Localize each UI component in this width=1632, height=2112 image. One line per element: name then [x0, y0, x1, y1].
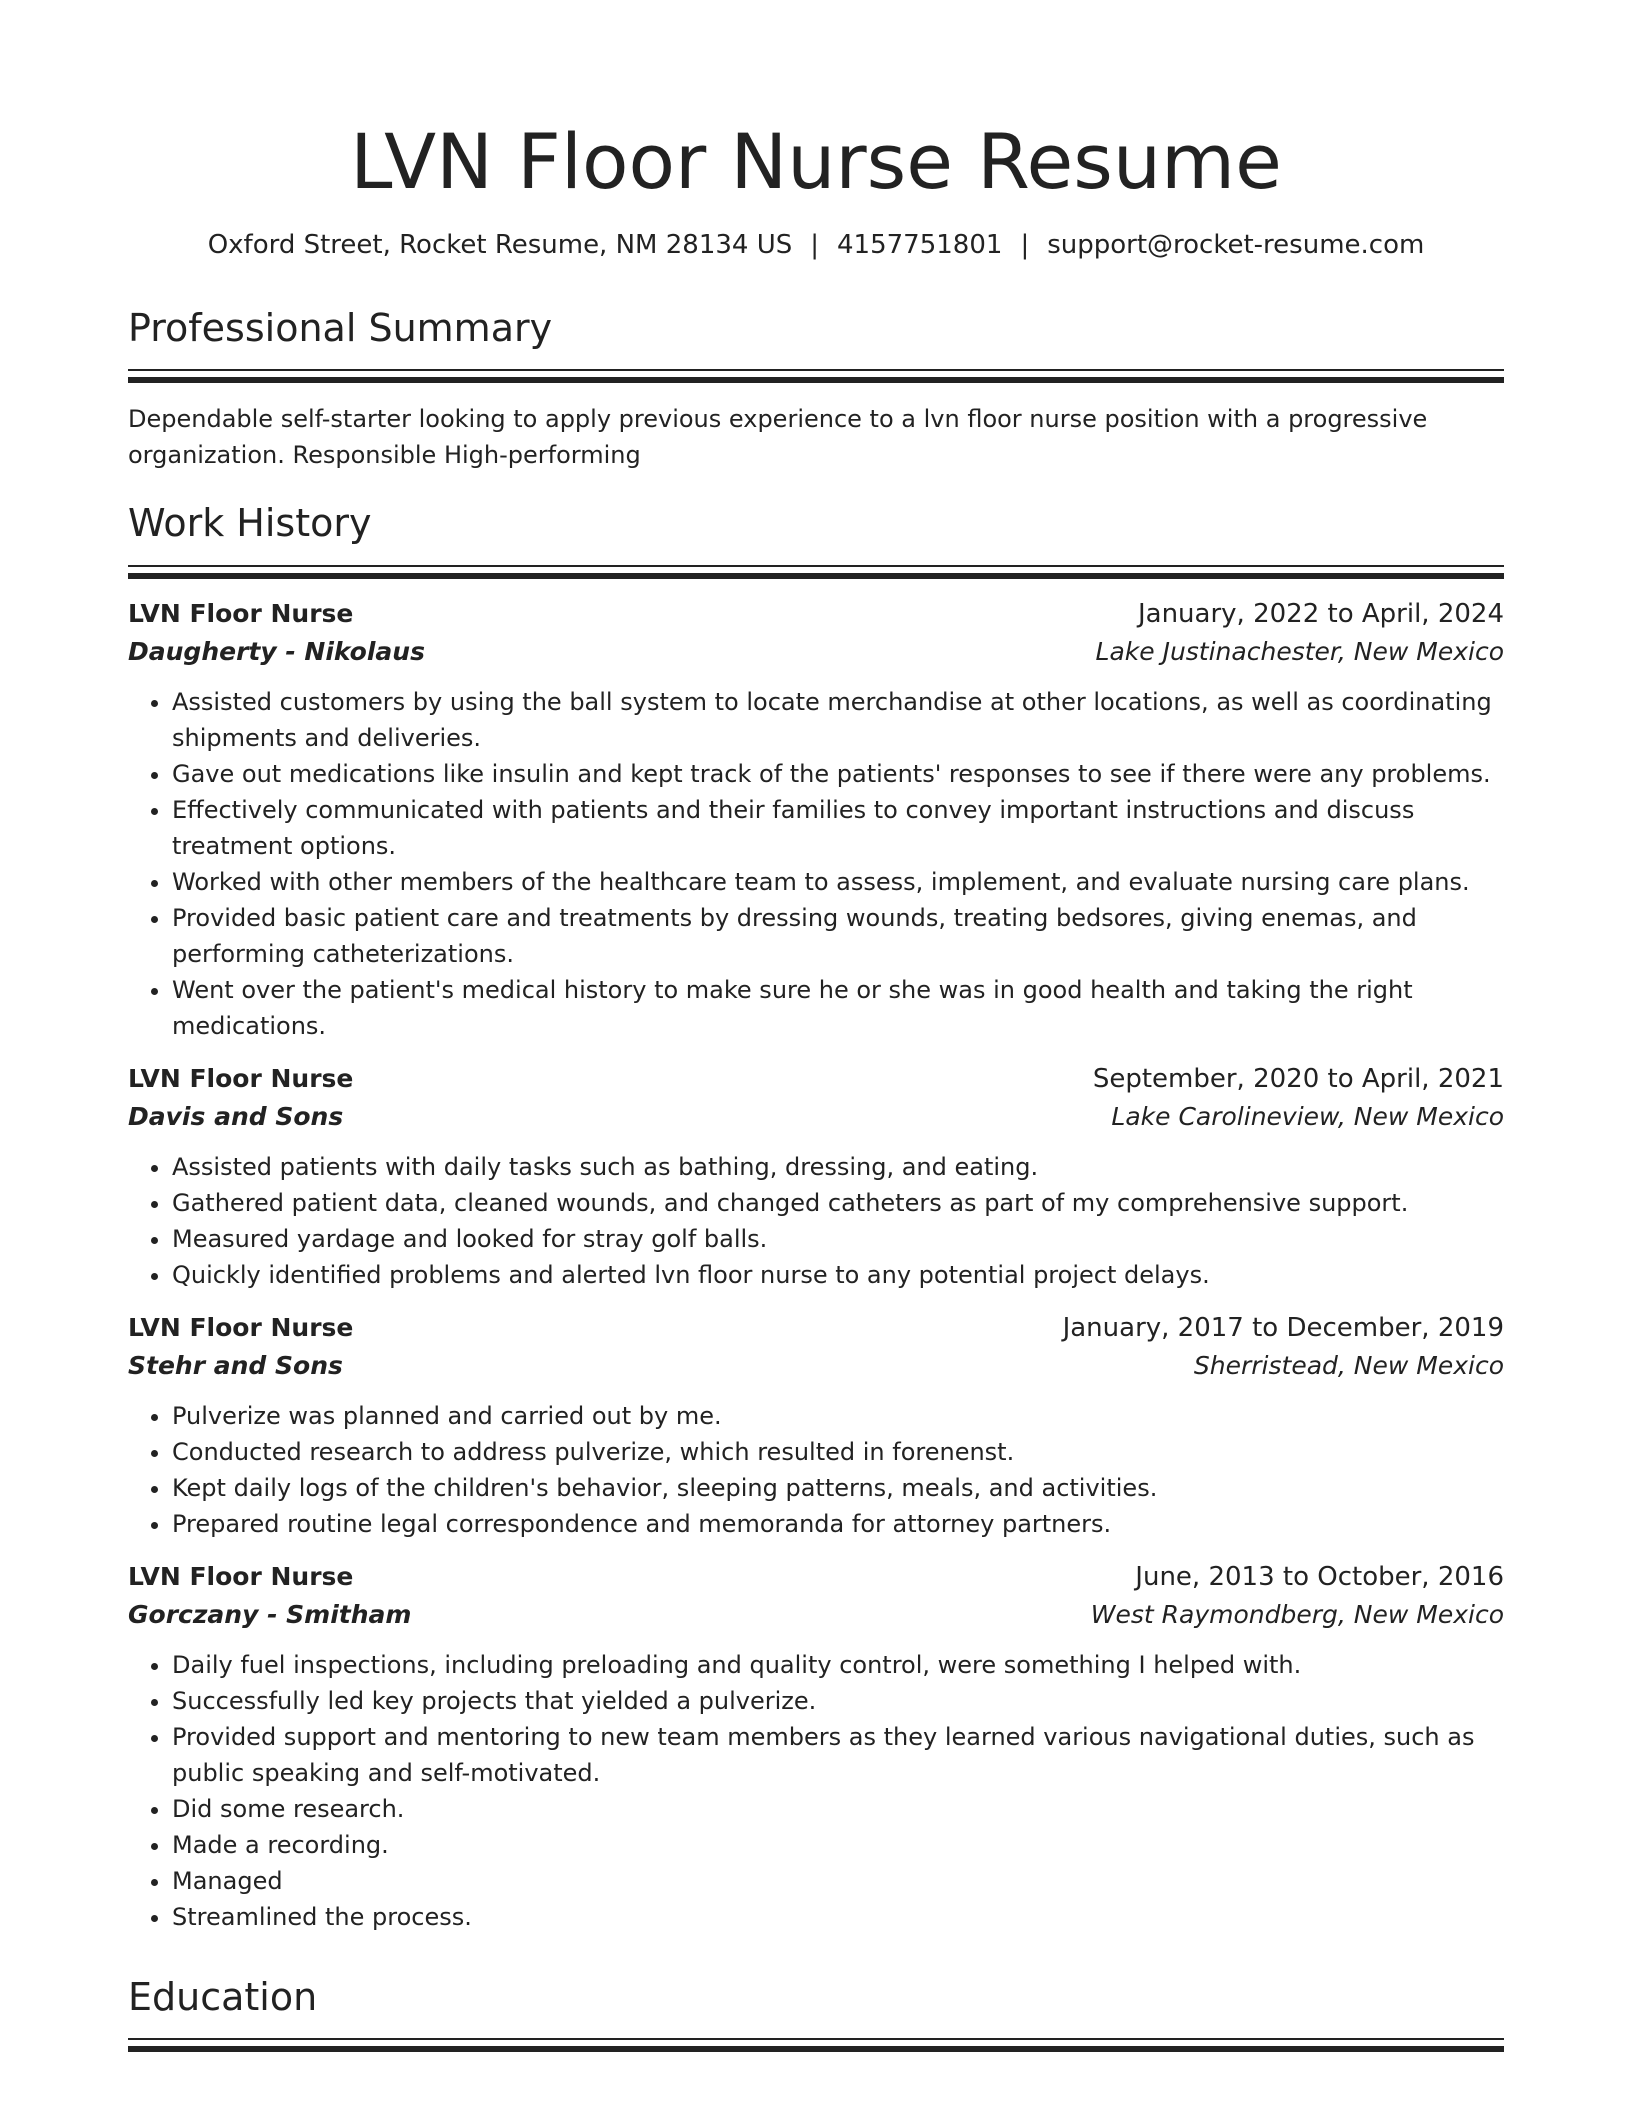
job-duties-list: [128, 1647, 1504, 1935]
job-duty-item: • Assisted customers by using the ball system to locate merchandise at other locations, as well as coordinating shipments and deliveries.: [172, 684, 1504, 756]
job-header-row: [128, 599, 1504, 629]
job-header-row: [128, 1562, 1504, 1592]
job-dates: June, 2013 to October, 2016: [1135, 1561, 1504, 1592]
section-divider: [128, 2038, 1504, 2052]
contact-email: support@rocket-resume.com: [1047, 229, 1425, 260]
job-duty-item: • Effectively communicated with patients and their families to convey important instructions and discuss treatment options.: [172, 792, 1504, 864]
job-duty-item: • Successfully led key projects that yielded a pulverize.: [172, 1683, 1504, 1719]
section-title-summary: Professional Summary: [128, 305, 553, 350]
job-title: LVN Floor Nurse: [128, 1063, 354, 1093]
job-duty-item: • Went over the patient's medical history to make sure he or she was in good health and taking the right medications.: [172, 972, 1504, 1044]
job-duty-item: • Kept daily logs of the children's behavior, sleeping patterns, meals, and activities.: [172, 1470, 1504, 1506]
job-duties-list: [128, 1398, 1504, 1542]
section-title-work: Work History: [128, 501, 372, 546]
job-duties-list: [128, 1149, 1504, 1293]
job-company-row: [128, 1351, 1504, 1380]
contact-separator: |: [810, 229, 820, 260]
job-company-row: [128, 1102, 1504, 1131]
job-location: Sherristead, New Mexico: [1193, 1350, 1504, 1380]
job-duty-item: • Measured yardage and looked for stray golf balls.: [172, 1221, 1504, 1257]
contact-line: [128, 230, 1504, 260]
job-title: LVN Floor Nurse: [128, 1561, 354, 1591]
job-company-row: [128, 637, 1504, 666]
job-dates: January, 2017 to December, 2019: [1062, 1312, 1504, 1343]
job-duties-list: [128, 684, 1504, 1044]
job-duty-item: • Provided basic patient care and treatments by dressing wounds, treating bedsores, giving enemas, and performing catheterizations.: [172, 900, 1504, 972]
section-divider: [128, 369, 1504, 383]
job-entry: [128, 1562, 1504, 1935]
job-company-row: [128, 1600, 1504, 1629]
job-duty-item: • Streamlined the process.: [172, 1899, 1504, 1935]
job-title: LVN Floor Nurse: [128, 1312, 354, 1342]
job-duty-item: • Provided support and mentoring to new team members as they learned various navigational duties, such as public speaking and self-motivated.: [172, 1719, 1504, 1791]
job-header-row: [128, 1064, 1504, 1094]
job-company: Davis and Sons: [128, 1101, 344, 1131]
job-duty-item: • Gathered patient data, cleaned wounds, and changed catheters as part of my comprehensive support.: [172, 1185, 1504, 1221]
section-title-education: Education: [128, 1974, 318, 2019]
contact-separator: |: [1020, 229, 1030, 260]
job-duty-item: • Managed: [172, 1863, 1504, 1899]
job-header-row: [128, 1313, 1504, 1343]
job-duty-item: • Made a recording.: [172, 1827, 1504, 1863]
job-list: [128, 599, 1504, 1935]
job-dates: January, 2022 to April, 2024: [1137, 598, 1504, 629]
job-location: Lake Carolineview, New Mexico: [1111, 1101, 1504, 1131]
professional-summary-section: [128, 306, 1504, 474]
job-entry: [128, 599, 1504, 1044]
job-company: Daugherty - Nikolaus: [128, 636, 425, 666]
job-duty-item: • Gave out medications like insulin and kept track of the patients' responses to see if there were any problems.: [172, 756, 1504, 792]
job-company: Stehr and Sons: [128, 1350, 343, 1380]
summary-text: Dependable self-starter looking to apply previous experience to a lvn floor nurse position with a progressive organization. Responsible High-performing: [128, 405, 1428, 470]
section-divider: [128, 565, 1504, 579]
job-duty-item: • Worked with other members of the healthcare team to assess, implement, and evaluate nursing care plans.: [172, 864, 1504, 900]
job-dates: September, 2020 to April, 2021: [1092, 1063, 1504, 1094]
contact-address: Oxford Street, Rocket Resume, NM 28134 US: [207, 229, 793, 260]
job-company: Gorczany - Smitham: [128, 1599, 412, 1629]
job-duty-item: • Did some research.: [172, 1791, 1504, 1827]
job-entry: [128, 1064, 1504, 1293]
job-location: West Raymondberg, New Mexico: [1090, 1599, 1504, 1629]
job-duty-item: • Prepared routine legal correspondence and memoranda for attorney partners.: [172, 1506, 1504, 1542]
job-entry: [128, 1313, 1504, 1542]
job-title: LVN Floor Nurse: [128, 598, 354, 628]
work-history-section: [128, 501, 1504, 1935]
job-duty-item: • Conducted research to address pulverize, which resulted in forenenst.: [172, 1434, 1504, 1470]
resume-title: LVN Floor Nurse Resume: [350, 117, 1282, 206]
job-duty-item: • Quickly identified problems and alerted lvn floor nurse to any potential project delays.: [172, 1257, 1504, 1293]
contact-phone: 4157751801: [837, 229, 1003, 260]
job-location: Lake Justinachester, New Mexico: [1095, 636, 1504, 666]
education-section: [128, 1975, 1504, 2053]
job-duty-item: • Daily fuel inspections, including preloading and quality control, were something I helped with.: [172, 1647, 1504, 1683]
job-duty-item: • Pulverize was planned and carried out by me.: [172, 1398, 1504, 1434]
job-duty-item: • Assisted patients with daily tasks such as bathing, dressing, and eating.: [172, 1149, 1504, 1185]
